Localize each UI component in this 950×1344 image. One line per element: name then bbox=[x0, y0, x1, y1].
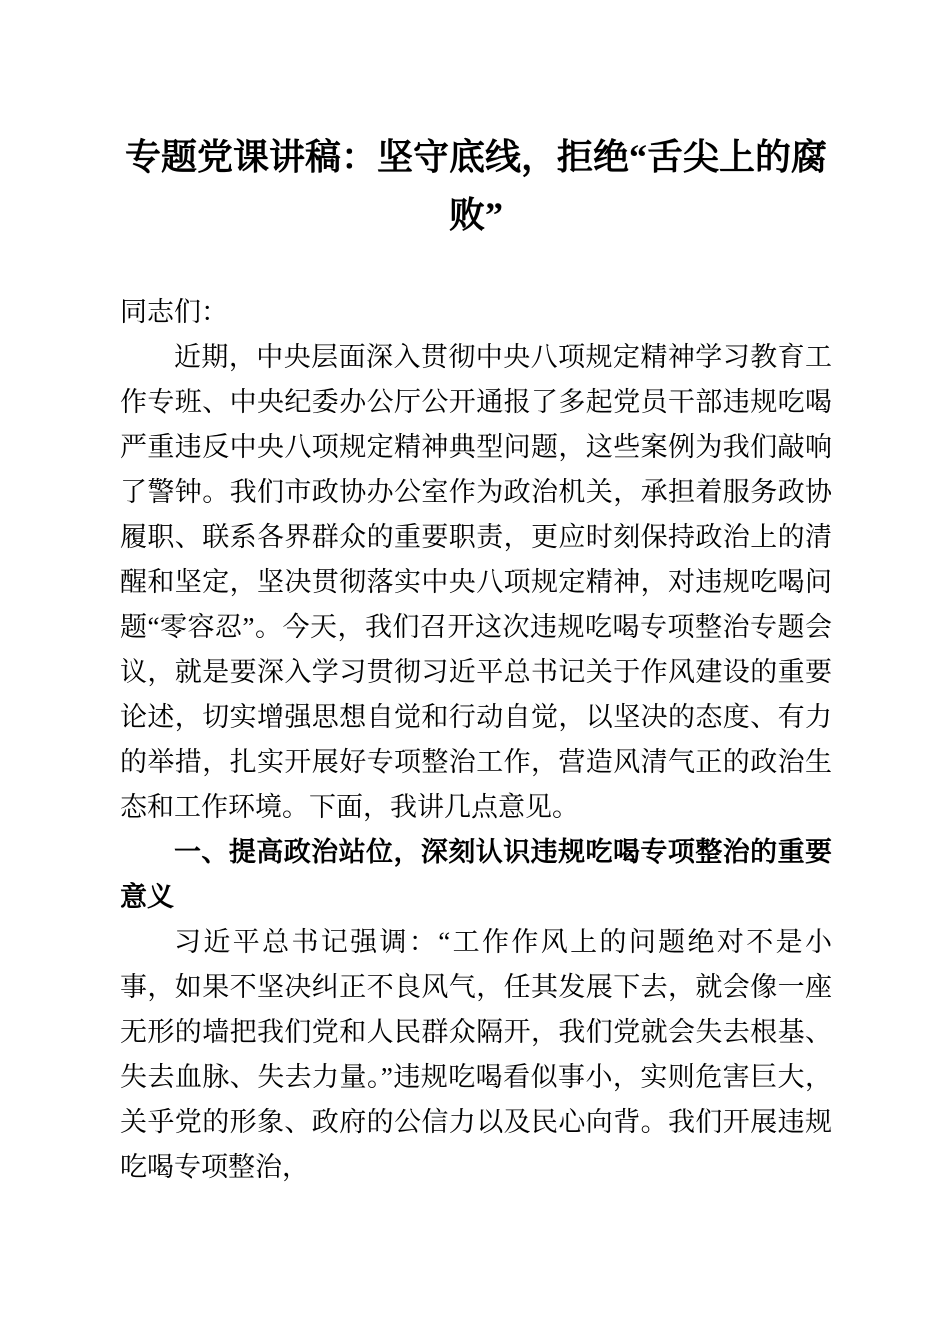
section-heading-1: 一、提高政治站位，深刻认识违规吃喝专项整治的重要意义 bbox=[120, 837, 832, 912]
paragraph-section-1: 习近平总书记强调：“工作作风上的问题绝对不是小事，如果不坚决纠正不良风气，任其发展下去，就会像一座无形的墙把我们党和人民群众隔开，我们党就会失去根基、失去血脉、失去力量。”违规吃喝看似事小，实则危害巨大，关乎党的形象、政府的公信力以及民心向背。我们开展违规吃喝专项整治， bbox=[120, 927, 832, 1182]
document-title: 专题党课讲稿：坚守底线，拒绝“舌尖上的腐败” bbox=[124, 137, 827, 235]
paragraph-intro: 近期，中央层面深入贯彻中央八项规定精神学习教育工作专班、中央纪委办公厅公开通报了多起党员干部违规吃喝严重违反中央八项规定精神典型问题，这些案例为我们敲响了警钟。我们市政协办公室作为政治机关，承担着服务政协履职、联系各界群众的重要职责，更应时刻保持政治上的清醒和坚定，坚决贯彻落实中央八项规定精神，对违规吃喝问题“零容忍”。今天，我们召开这次违规吃喝专项整治专题会议，就是要深入学习贯彻习近平总书记关于作风建设的重要论述，切实增强思想自觉和行动自觉，以坚决的态度、有力的举措，扎实开展好专项整治工作，营造风清气正的政治生态和工作环境。下面，我讲几点意见。 bbox=[120, 342, 832, 822]
salutation-line: 同志们： bbox=[120, 297, 228, 327]
